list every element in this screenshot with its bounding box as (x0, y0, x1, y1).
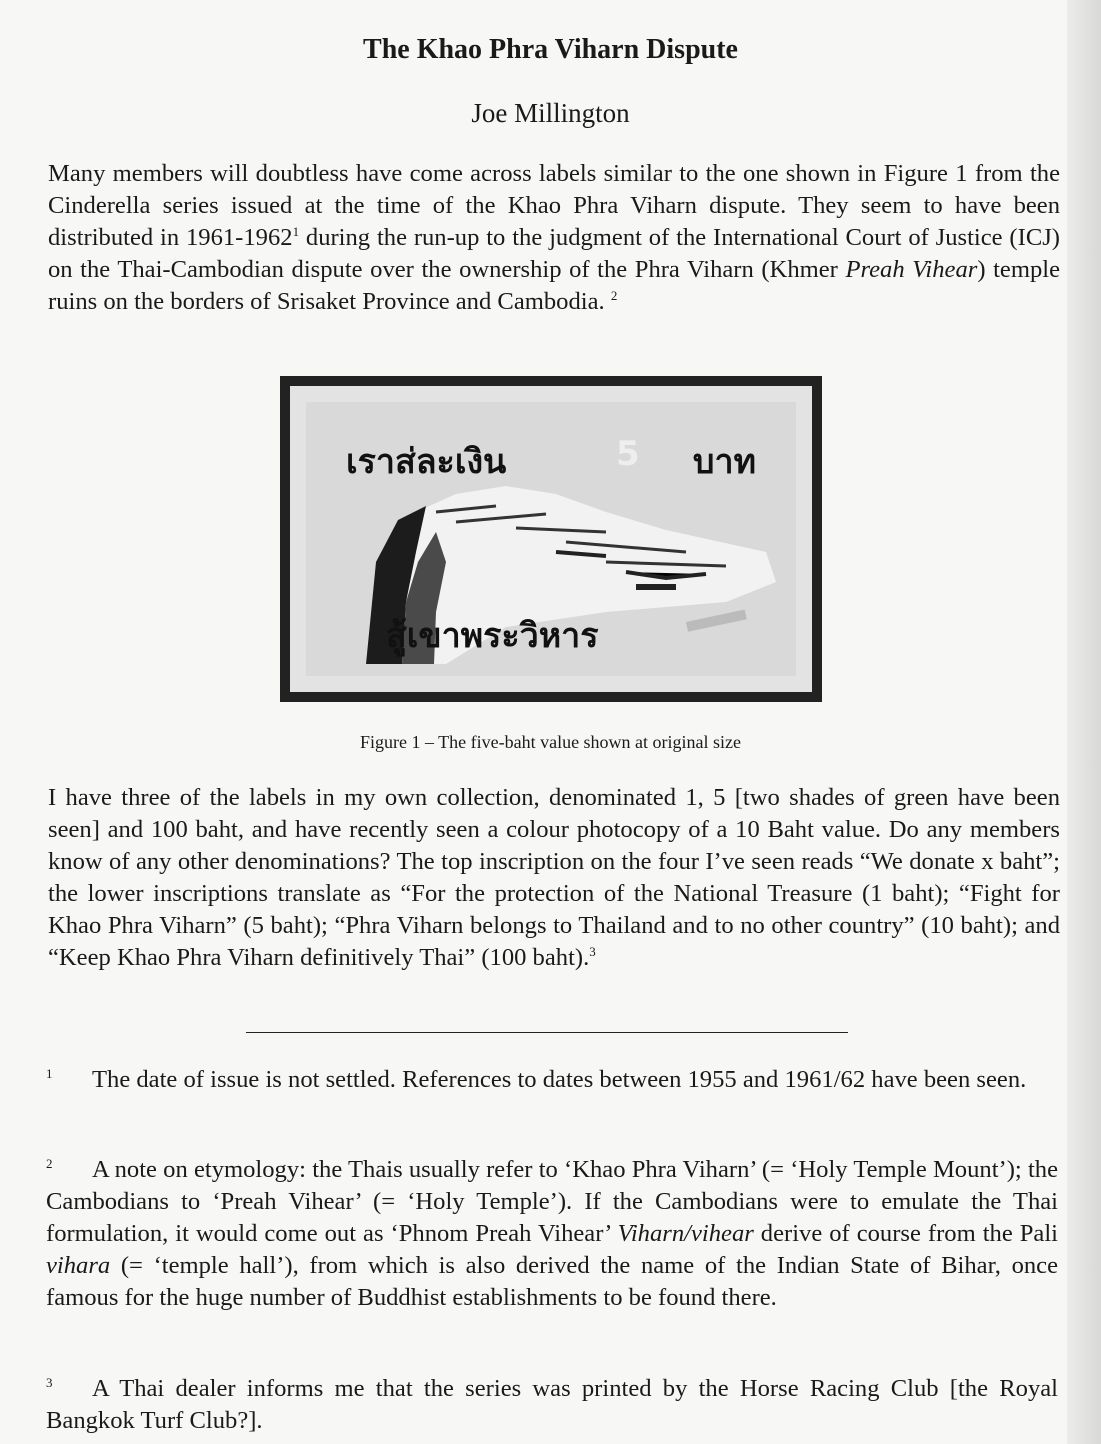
footnote-text: The date of issue is not settled. References to dates between 1955 and 1961/62 have been seen. (92, 1066, 1027, 1093)
footnote-1: $^1$ The date of issue is not settled. References to dates between 1955 and 1961/62 have been seen. (46, 1065, 1027, 1093)
footnote-italic: vihara (46, 1252, 111, 1279)
footnote-text: (= ‘temple hall’), from which is also derived the name of the Indian State of Bihar, once famous for the huge number of Buddhist establishments to be found there. (46, 1252, 1058, 1311)
article-title: The Khao Phra Viharn Dispute (363, 34, 738, 65)
intro-text-a: Many members will doubtless have come across labels similar to the one shown in Figure 1 from the Cinderella series issued at the time of the Khao Phra Viharn dispute. They seem to have been distributed in 1961-1962 (48, 160, 1060, 251)
thai-value: 5 (616, 434, 640, 474)
figure-label-image (280, 376, 822, 702)
page-edge-shadow (1067, 0, 1101, 1444)
thai-bottom-inscription: สู้เขาพระวิหาร (386, 616, 599, 656)
footnote-text: A note on etymology: the Thais usually refer to ‘Khao Phra Viharn’ (= ‘Holy Temple Mount’); the Cambodians to ‘Preah Vihear’ (= ‘Holy Temple’). If the Cambodians were to emulate the Thai formulation, it would come out as ‘Phnom Preah Vihear’ (46, 1156, 1058, 1247)
intro-paragraph (48, 158, 1060, 318)
body-paragraph (48, 782, 1060, 974)
intro-italic: Preah Vihear (845, 256, 978, 283)
footnote-text: derive of course from the Pali (753, 1220, 1058, 1247)
thai-top-inscription: เราส่ละเงิน (346, 442, 507, 482)
footnote-text: A Thai dealer informs me that the series was printed by the Horse Racing Club [the Royal Bangkok Turf Club?]. (46, 1375, 1058, 1434)
footnote-divider (246, 1032, 848, 1033)
article-author: Joe Millington (471, 98, 630, 128)
intro-text-b: during the run-up to the judgment of the International Court of Justice (ICJ) on the Thai-Cambodian dispute over the ownership of the Phra Viharn (Khmer (48, 224, 1060, 283)
footnote-3: $^3$ A Thai dealer informs me that the series was printed by the Horse Racing Club [the Royal Bangkok Turf Club?]. (46, 1374, 1058, 1434)
footnote-italic: Viharn/vihear (617, 1220, 754, 1247)
intro-text-c: ) temple ruins on the borders of Srisaket Province and Cambodia. (48, 256, 1060, 315)
stamp-design (306, 402, 796, 676)
footnote-ref-2: 2 (610, 287, 618, 303)
body-text: I have three of the labels in my own collection, denominated 1, 5 [two shades of green have been seen] and 100 baht, and have recently seen a colour photocopy of a 10 Baht value. Do any members know of any other denominations? The top inscription on the four I’ve seen reads “We donate x baht”; the lower inscriptions translate as “For the protection of the National Treasure (1 baht); “Fight for Khao Phra Viharn” (5 baht); “Phra Viharn belongs to Thailand and to no other country” (10 baht); and “Keep Khao Phra Viharn definitively Thai” (100 baht). (48, 784, 1060, 971)
footnote-ref-3: 3 (589, 943, 596, 959)
footnote-2: $^2$ A note on etymology: the Thais usually refer to ‘Khao Phra Viharn’ (= ‘Holy Temple Mount’); the Cambodians to ‘Preah Vihear’ (= ‘Holy Temple’). If the Cambodians were to emulate the Thai formulation, it would come out as ‘Phnom Preah Vihear’ Viharn/vihear derive of course from the Pali vihara (= ‘temple hall’), from which is also derived the name of the Indian State of Bihar, once famous for the huge number of Buddhist establishments to be found there. (46, 1155, 1058, 1311)
footnote-ref-1: 1 (292, 223, 300, 239)
figure-caption: Figure 1 – The five-baht value shown at original size (359, 732, 742, 752)
thai-currency: บาท (692, 442, 756, 482)
figure-border (290, 386, 812, 692)
